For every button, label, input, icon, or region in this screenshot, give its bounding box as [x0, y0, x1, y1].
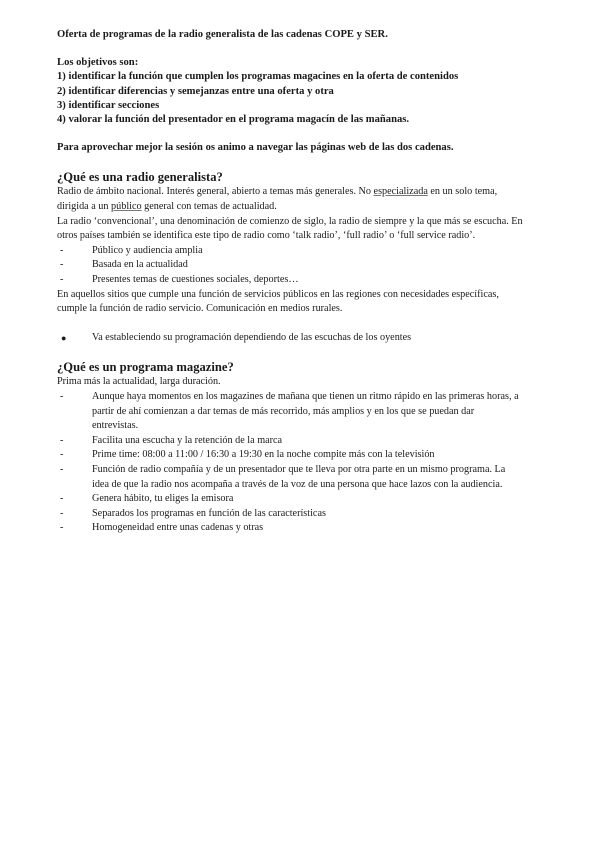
dash-marker: - — [60, 244, 64, 256]
underlined-word: especializada — [373, 186, 428, 198]
objectives-heading: Los objetivos son: — [57, 57, 139, 69]
dash-marker: - — [60, 390, 64, 402]
list-item: - Basada en la actualidad — [57, 258, 557, 273]
dash-marker: - — [60, 463, 64, 475]
list-item: - Función de radio compañía y de un presentador que te lleva por otra parte en un mismo programa. La idea de que la radio nos acompaña a través de la voz de una persona que hace lazos con la audiencia. — [60, 463, 506, 490]
objective-item: 1) identificar la función que cumplen los programas magacines en la oferta de contenidos — [57, 71, 459, 83]
paragraph: dirigida a un público general con temas de actualidad. — [57, 201, 277, 213]
list-item: - Facilita una escucha y la retención de la marca — [57, 434, 557, 449]
dot-list — [57, 331, 557, 346]
dash-marker: - — [60, 434, 64, 446]
objective-item: 3) identificar secciones — [57, 99, 160, 111]
list-item: - Separados los programas en función de las características — [57, 507, 557, 522]
list-item: - Prime time: 08:00 a 11:00 / 16:30 a 19:30 en la noche compite más con la televisión — [57, 448, 557, 463]
paragraph: Prima más la actualidad, larga duración. — [57, 376, 221, 388]
section-heading-radio-generalista: ¿Qué es una radio generalista? — [57, 170, 223, 185]
dash-marker: - — [60, 273, 64, 285]
list-item: - Aunque haya momentos en los magazines de mañana que tienen un ritmo rápido en las primeras horas, a partir de ahí comienzan a dar temas de más recorrido, más amplios y en los que se puedan dar entrevistas. — [60, 390, 519, 432]
paragraph: otros países también se identifica este tipo de radio como ‘talk radio’, ‘full radio’ o ‘full service radio’. — [57, 230, 476, 242]
dash-list — [57, 390, 557, 536]
session-note: Para aprovechar mejor la sesión os animo a navegar las páginas web de las dos cadenas. — [57, 142, 454, 154]
dash-marker: - — [60, 449, 64, 461]
underlined-word: público — [111, 201, 142, 213]
paragraph: En aquellos sitios que cumple una función de servicios públicos en las regiones con necesidades específicas, — [57, 288, 499, 300]
dash-marker: - — [60, 259, 64, 271]
list-item: - Presentes temas de cuestiones sociales, deportes… — [57, 273, 557, 288]
section-heading-programa-magazine: ¿Qué es un programa magazine? — [57, 360, 234, 375]
list-item: ● Va estableciendo su programación dependiendo de las escuchas de los oyentes — [57, 331, 557, 346]
dash-marker: - — [60, 522, 64, 534]
paragraph: cumple la función de radio servicio. Comunicación en medios rurales. — [57, 303, 343, 315]
bullet-marker: ● — [61, 332, 67, 343]
document-page — [57, 28, 557, 536]
list-item: - Genera hábito, tu eliges la emisora — [57, 492, 557, 507]
paragraph: La radio ‘convencional’, una denominación de comienzo de siglo, la radio de siempre y la que más se escucha. En — [57, 215, 523, 227]
objective-item: 4) valorar la función del presentador en el programa magacín de las mañanas. — [57, 114, 410, 126]
document-title: Oferta de programas de la radio generalista de las cadenas COPE y SER. — [57, 29, 388, 40]
dash-marker: - — [60, 493, 64, 505]
dash-list — [57, 244, 557, 288]
paragraph: Radio de ámbito nacional. Interés general, abierto a temas más generales. No especializada en un solo tema, — [57, 186, 498, 198]
list-item: - Público y audiencia amplia — [57, 244, 557, 259]
dash-marker: - — [60, 507, 64, 519]
list-item: - Homogeneidad entre unas cadenas y otras — [57, 521, 557, 536]
objective-item: 2) identificar diferencias y semejanzas entre una oferta y otra — [57, 85, 334, 97]
